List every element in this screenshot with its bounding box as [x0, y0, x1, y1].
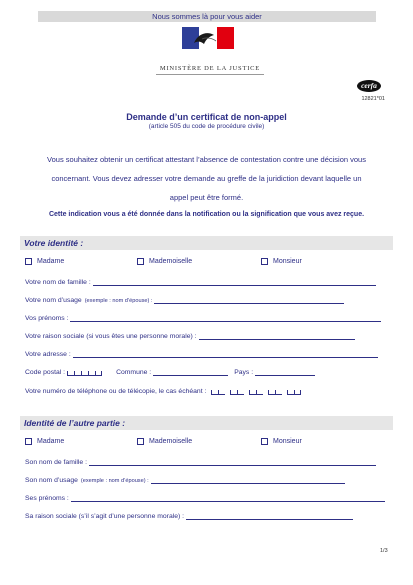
other-mademoiselle-label: Mademoiselle: [149, 438, 193, 445]
address-label: Votre adresse :: [25, 351, 71, 358]
other-madame-label: Madame: [37, 438, 65, 445]
postal-city-country-row: [25, 369, 315, 376]
first-names-label: Vos prénoms :: [25, 315, 69, 322]
postal-code-input[interactable]: [67, 369, 102, 376]
first-names-field: [25, 315, 381, 322]
other-company-name-label: Sa raison sociale (s’il s’agit d’une personne morale) :: [25, 513, 185, 520]
other-madame-checkbox[interactable]: [25, 438, 32, 445]
cerfa-logo: cerfa: [357, 80, 381, 92]
page-number: 1/3: [380, 548, 388, 554]
intro-line: appel peut être formé.: [169, 193, 244, 202]
other-family-name-field: [25, 459, 376, 466]
other-usage-name-example: (exemple : nom d’épouse) :: [80, 478, 149, 484]
mademoiselle-option[interactable]: [137, 258, 192, 265]
first-names-input[interactable]: [70, 315, 381, 322]
usage-name-example: (exemple : nom d’épouse) :: [84, 298, 153, 304]
other-monsieur-label: Monsieur: [273, 438, 302, 445]
company-name-field: [25, 333, 355, 340]
other-first-names-input[interactable]: [71, 495, 385, 502]
usage-name-input[interactable]: [154, 297, 344, 304]
notification-note: Cette indication vous a été donnée dans la notification ou la signification que vous avez reçue.: [48, 211, 365, 218]
country-input[interactable]: [255, 369, 315, 376]
other-first-names-label: Ses prénoms :: [25, 495, 69, 502]
form-subtitle: (article 505 du code de procédure civile): [148, 123, 265, 130]
monsieur-option[interactable]: [261, 258, 302, 265]
phone-label: Votre numéro de téléphone ou de télécopie, le cas échéant :: [25, 388, 207, 395]
other-usage-name-input[interactable]: [151, 477, 345, 484]
intro-line: concernant. Vous devez adresser votre demande au greffe de la juridiction devant laquelle un: [51, 174, 362, 183]
city-label: Commune :: [116, 369, 152, 376]
address-input[interactable]: [73, 351, 378, 358]
usage-name-field: [25, 297, 344, 304]
other-family-name-input[interactable]: [89, 459, 376, 466]
madame-option[interactable]: [25, 258, 64, 265]
monsieur-checkbox[interactable]: [261, 258, 268, 265]
address-field: [25, 351, 378, 358]
company-name-input[interactable]: [199, 333, 355, 340]
madame-label: Madame: [37, 258, 65, 265]
other-mademoiselle-checkbox[interactable]: [137, 438, 144, 445]
other-family-name-label: Son nom de famille :: [25, 459, 87, 466]
city-input[interactable]: [153, 369, 228, 376]
marianne-logo-icon: [182, 27, 234, 49]
ministry-name: MINISTÈRE DE LA JUSTICE: [159, 65, 261, 72]
ministry-underline: [156, 74, 264, 75]
other-monsieur-option[interactable]: [261, 438, 302, 445]
other-usage-name-field: [25, 477, 345, 484]
country-label: Pays :: [234, 369, 254, 376]
other-usage-name-label: Son nom d’usage: [25, 477, 78, 484]
identity-section-heading: Votre identité :: [20, 236, 393, 250]
mademoiselle-label: Mademoiselle: [149, 258, 193, 265]
family-name-field: [25, 279, 376, 286]
intro-text: [20, 150, 393, 207]
other-company-name-field: [25, 513, 353, 520]
company-name-label: Votre raison sociale (si vous êtes une personne morale) :: [25, 333, 197, 340]
mademoiselle-checkbox[interactable]: [137, 258, 144, 265]
phone-field: [25, 388, 301, 395]
intro-line: Vous souhaitez obtenir un certificat attestant l’absence de contestation contre une décision vous: [47, 155, 366, 164]
form-title: Demande d’un certificat de non-appel: [126, 112, 287, 122]
other-party-section-heading: Identité de l’autre partie :: [20, 416, 393, 430]
postal-code-label: Code postal :: [25, 369, 66, 376]
usage-name-label: Votre nom d’usage: [25, 297, 82, 304]
family-name-label: Votre nom de famille :: [25, 279, 91, 286]
help-banner: Nous sommes là pour vous aider: [38, 11, 376, 22]
phone-input[interactable]: [211, 388, 301, 395]
madame-checkbox[interactable]: [25, 258, 32, 265]
other-madame-option[interactable]: [25, 438, 64, 445]
ministry-logo: [150, 27, 270, 77]
form-number: 12821*01: [361, 96, 385, 102]
other-mademoiselle-option[interactable]: [137, 438, 192, 445]
other-company-name-input[interactable]: [186, 513, 353, 520]
other-monsieur-checkbox[interactable]: [261, 438, 268, 445]
monsieur-label: Monsieur: [273, 258, 302, 265]
family-name-input[interactable]: [93, 279, 376, 286]
other-first-names-field: [25, 495, 385, 502]
